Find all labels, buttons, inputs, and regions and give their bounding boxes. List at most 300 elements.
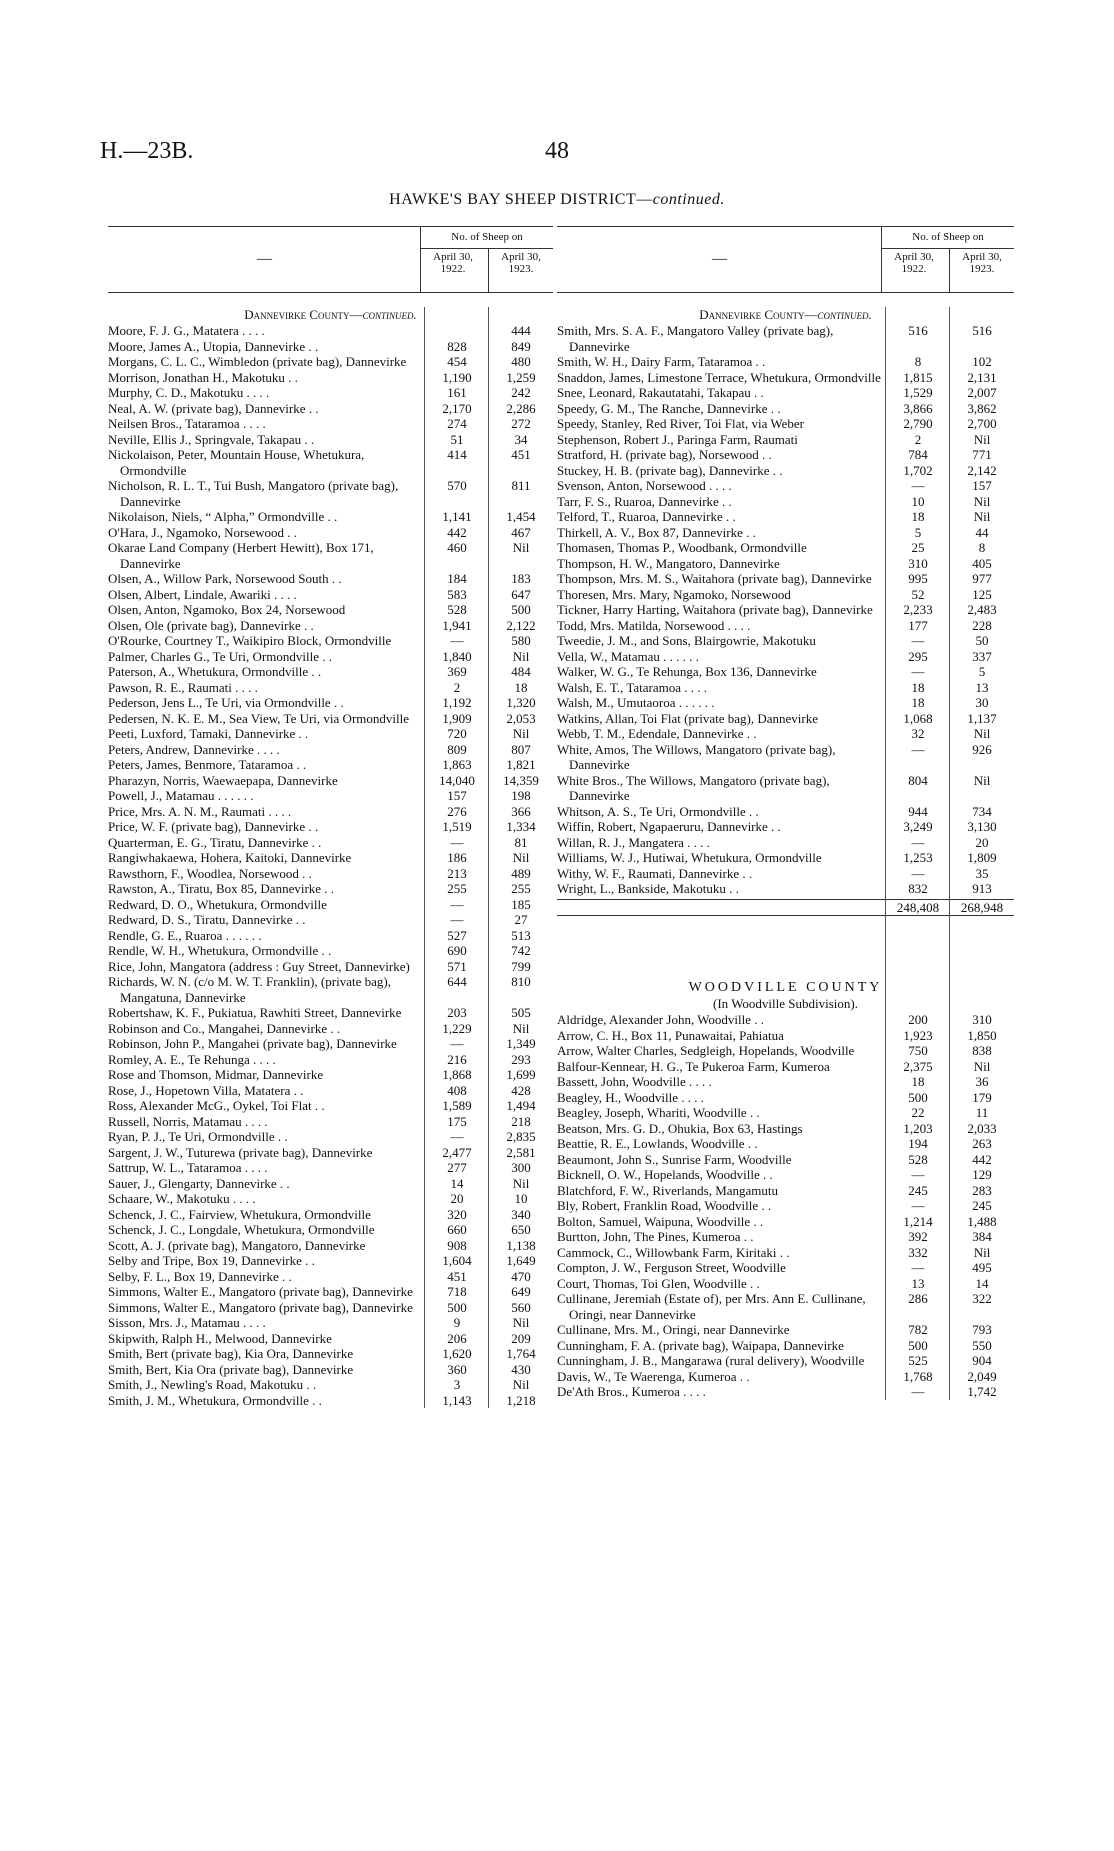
table-row: [557, 618, 1014, 634]
holder-name-address: Arrow, C. H., Box 11, Punawaitai, Pahiatua: [557, 1027, 784, 1043]
sheep-1923: 2,142: [967, 462, 997, 478]
holder-name-address: Nicholson, R. L. T., Tui Bush, Mangatoro (private bag), Dannevirke: [108, 478, 399, 509]
sheep-1923: 451: [511, 447, 531, 462]
sheep-1922: 1,229: [442, 1020, 472, 1036]
table-row: [108, 618, 553, 634]
sheep-1922: 784: [908, 447, 928, 462]
sheep-1923: 2,131: [967, 369, 997, 385]
holder-name-address: Cammock, C., Willowbank Farm, Kiritaki . .: [557, 1244, 790, 1260]
sheep-1922: 2,790: [903, 416, 933, 431]
table-row: [108, 1346, 553, 1362]
sheep-1923: 272: [511, 416, 531, 431]
holder-name-address: Webb, T. M., Edendale, Dannevirke . .: [557, 726, 757, 741]
sheep-count-header: [420, 227, 553, 292]
sheep-1923: 849: [511, 338, 531, 354]
table-row: [557, 370, 1014, 386]
table-row: [108, 1362, 553, 1378]
sheep-1923: 1,488: [967, 1213, 997, 1229]
holder-name-address: Peters, Andrew, Dannevirke . . . .: [108, 741, 280, 757]
table-row: [108, 401, 553, 417]
sheep-1923: 366: [511, 803, 531, 819]
sheep-1922: —: [911, 1167, 925, 1182]
sheep-1922: 10: [911, 493, 925, 509]
sheep-1922: 2,170: [442, 400, 472, 416]
sheep-1922: [425, 323, 489, 339]
table-row: [108, 680, 553, 696]
holder-name-address: Wright, L., Bankside, Makotuku . .: [557, 881, 739, 896]
section-continued: continued.: [817, 307, 872, 322]
left-table-body: [108, 307, 553, 1408]
sheep-1922: 1,190: [442, 369, 472, 385]
sheep-1922: 2: [453, 679, 461, 695]
holder-name-address: Schenck, J. C., Fairview, Whetukura, Ormondville: [108, 1206, 371, 1222]
sheep-1923: 2,581: [506, 1144, 536, 1160]
sheep-1923: 35: [975, 865, 989, 881]
holder-name-address: Stephenson, Robert J., Paringa Farm, Raumati: [557, 431, 798, 447]
sheep-1923: Nil: [512, 1315, 530, 1330]
table-row: [557, 1043, 1014, 1059]
sheep-1923: 1,742: [967, 1384, 997, 1399]
table-row: [557, 416, 1014, 432]
holder-name-address: Cunningham, J. B., Mangarawa (rural delivery), Woodville: [557, 1353, 865, 1368]
table-row: [557, 773, 1014, 804]
table-row: [557, 1028, 1014, 1044]
holder-name-address: Simmons, Walter E., Mangatoro (private bag), Dannevirke: [108, 1299, 413, 1315]
sheep-1922: 206: [447, 1330, 467, 1346]
sheep-1923: Nil: [512, 540, 530, 555]
holder-name-address: Sisson, Mrs. J., Matamau . . . .: [108, 1315, 266, 1330]
sheep-1922: 571: [447, 958, 467, 974]
sheep-1923: Nil: [512, 1377, 530, 1392]
table-row: [557, 1198, 1014, 1214]
total-1923: 268,948: [960, 899, 1004, 915]
table-row: [557, 1012, 1014, 1028]
sheep-1922: 525: [908, 1353, 928, 1368]
sheep-1923: 209: [511, 1330, 531, 1346]
sheep-1922: 809: [447, 741, 467, 757]
sheep-1923: 263: [972, 1136, 992, 1151]
table-row: [557, 1353, 1014, 1369]
holder-name-address: Wiffin, Robert, Ngapaeruru, Dannevirke . .: [557, 819, 781, 834]
table-row: [108, 1191, 553, 1207]
sheep-1922: 18: [911, 509, 925, 524]
table-row: [108, 974, 553, 1005]
sheep-1922: 1,702: [903, 462, 933, 478]
sheep-1923: 1,454: [506, 509, 536, 524]
sheep-1922: 516: [908, 323, 928, 338]
holder-name-address: Pedersen, N. K. E. M., Sea View, Te Uri, via Ormondville: [108, 710, 409, 726]
sheep-1923: 1,138: [506, 1237, 536, 1253]
left-rows: [108, 323, 553, 1408]
holder-name-address: Price, W. F. (private bag), Dannevirke . .: [108, 819, 319, 834]
sheep-1923: 734: [972, 803, 992, 819]
table-row: [557, 726, 1014, 742]
holder-name-address: Olsen, Anton, Ngamoko, Box 24, Norsewood: [108, 602, 346, 617]
sheep-1923: 11: [975, 1105, 989, 1120]
table-row: [108, 339, 553, 355]
sheep-1922: 500: [447, 1299, 467, 1315]
woodville-rows: [557, 1012, 1014, 1400]
sheep-1922: 1,840: [442, 648, 472, 664]
holder-name-address: Compton, J. W., Ferguson Street, Woodville: [557, 1260, 786, 1275]
table-row: [108, 323, 553, 339]
holder-name-address: Walsh, M., Umutaoroa . . . . . .: [557, 695, 715, 710]
table-row: [557, 804, 1014, 820]
table-row: [108, 416, 553, 432]
holder-name-address: Smith, J. M., Whetukura, Ormondville . .: [108, 1392, 322, 1408]
sheep-1922: 20: [450, 1191, 464, 1206]
sheep-1922: 51: [450, 431, 464, 447]
holder-name-address: Bicknell, O. W., Hopelands, Woodville . .: [557, 1167, 773, 1182]
holder-name-address: Selby and Tripe, Box 19, Dannevirke . .: [108, 1253, 315, 1268]
sheep-1922: 828: [447, 338, 467, 354]
table-row: [557, 649, 1014, 665]
holder-name-address: Svenson, Anton, Norsewood . . . .: [557, 478, 732, 493]
holder-name-address: Paterson, A., Whetukura, Ormondville . .: [108, 664, 322, 679]
table-row: [108, 711, 553, 727]
sheep-1923: Nil: [512, 850, 530, 865]
sheep-1923: Nil: [973, 431, 991, 447]
sheep-1922: 644: [447, 974, 467, 989]
table-row: [108, 354, 553, 370]
sheep-1923: 580: [511, 633, 531, 648]
sheep-1922: 360: [447, 1361, 467, 1377]
holder-name-address: Arrow, Walter Charles, Sedgleigh, Hopelands, Woodville: [557, 1043, 855, 1058]
holder-name-address: Neilsen Bros., Tataramoa . . . .: [108, 416, 266, 431]
table-row: [108, 1331, 553, 1347]
county-total-row: [557, 899, 1014, 917]
right-rows: [557, 323, 1014, 897]
sheep-1923: 1,494: [506, 1098, 536, 1113]
holder-name-address: Rose and Thomson, Midmar, Dannevirke: [108, 1067, 324, 1082]
holder-name-address: De'Ath Bros., Kumeroa . . . .: [557, 1384, 706, 1399]
holder-name-address: Murphy, C. D., Makotuku . . . .: [108, 385, 270, 400]
table-row: [108, 1253, 553, 1269]
sheep-1923: 1,821: [506, 757, 536, 772]
table-row: [557, 1090, 1014, 1106]
sheep-1923: Nil: [973, 1244, 991, 1260]
holder-name-address: Robertshaw, K. F., Pukiatua, Rawhiti Street, Dannevirke: [108, 1005, 402, 1020]
sheep-1923: 340: [511, 1206, 531, 1222]
sheep-1922: 720: [447, 726, 467, 741]
table-row: [108, 1284, 553, 1300]
sheep-1923: 811: [511, 478, 531, 493]
table-row: [108, 1300, 553, 1316]
title-main: HAWKE'S BAY SHEEP DISTRICT—: [389, 191, 653, 208]
holder-name-address: Walker, W. G., Te Rehunga, Box 136, Dannevirke: [557, 664, 817, 679]
holder-name-address: Sauer, J., Glengarty, Dannevirke . .: [108, 1175, 290, 1191]
holder-name-address: Speedy, Stanley, Red River, Toi Flat, via Weber: [557, 416, 805, 431]
sheep-1922: 255: [447, 881, 467, 896]
holder-name-address: Price, Mrs. A. N. M., Raumati . . . .: [108, 803, 292, 819]
table-row: [557, 1369, 1014, 1385]
sheep-1922: 161: [447, 385, 467, 400]
holder-name-address: Beattie, R. E., Lowlands, Woodville . .: [557, 1136, 758, 1151]
table-row: [557, 1152, 1014, 1168]
sheep-1923: 3,130: [967, 819, 997, 834]
sheep-1922: 32: [911, 726, 925, 741]
sheep-1923: 771: [972, 447, 992, 462]
sheep-1923: 647: [511, 586, 531, 602]
holder-name-address: Robinson and Co., Mangahei, Dannevirke . .: [108, 1020, 341, 1036]
sheep-1923: 242: [511, 385, 531, 400]
holder-name-address: Robinson, John P., Mangahei (private bag), Dannevirke: [108, 1036, 397, 1051]
holder-name-address: Aldridge, Alexander John, Woodville . .: [557, 1012, 765, 1027]
holder-name-address: Rawsthorn, F., Woodlea, Norsewood . .: [108, 865, 312, 881]
sheep-1922: —: [450, 1129, 464, 1144]
holder-name-address: Watkins, Allan, Toi Flat (private bag), Dannevirke: [557, 710, 818, 726]
sheep-1922: 995: [908, 571, 928, 586]
sheep-1922: 1,214: [903, 1213, 933, 1229]
holder-name-address: Morgans, C. L. C., Wimbledon (private bag), Dannevirke: [108, 354, 407, 369]
sheep-1923: Nil: [973, 1058, 991, 1074]
holder-name-address: Walsh, E. T., Tataramoa . . . .: [557, 679, 708, 695]
sheep-1923: 742: [511, 943, 531, 958]
table-row: [108, 649, 553, 665]
holder-name-address: Thompson, H. W., Mangatoro, Dannevirke: [557, 555, 780, 571]
table-row: [557, 494, 1014, 510]
sheep-1922: —: [911, 664, 925, 679]
holder-name-address: Peters, James, Benmore, Tataramoa . .: [108, 757, 307, 772]
table-row: [557, 1384, 1014, 1400]
table-row: [108, 1036, 553, 1052]
sheep-1922: 2: [914, 431, 922, 447]
table-row: [557, 711, 1014, 727]
table-row: [557, 1136, 1014, 1152]
sheep-1923: Nil: [512, 726, 530, 741]
sheep-1922: 22: [911, 1105, 925, 1120]
sheep-1923: 2,286: [506, 400, 536, 416]
sheep-1922: 1,868: [442, 1067, 472, 1082]
sheep-1923: 5: [978, 664, 986, 679]
sheep-1923: 10: [514, 1191, 528, 1206]
sheep-1923: 179: [972, 1089, 992, 1105]
sheep-1922: 1,604: [442, 1253, 472, 1268]
sheep-1922: 1,768: [903, 1368, 933, 1384]
sheep-1923: 1,334: [506, 819, 536, 834]
table-row: [108, 478, 553, 509]
sheep-1923: 1,699: [506, 1067, 536, 1082]
table-row: [557, 323, 1014, 354]
left-table-header: [108, 226, 553, 293]
table-row: [557, 819, 1014, 835]
sheep-1922: 177: [908, 617, 928, 633]
col-1923-header: April 30, 1923.: [488, 249, 553, 292]
sheep-1923: Nil: [512, 1175, 530, 1191]
sheep-1922: —: [911, 865, 925, 881]
table-row: [108, 742, 553, 758]
table-row: [108, 959, 553, 975]
holder-name-address: Scott, A. J. (private bag), Mangatoro, Dannevirke: [108, 1237, 366, 1253]
sheep-1922: 14,040: [439, 772, 475, 788]
table-row: [557, 1214, 1014, 1230]
table-row: [108, 1222, 553, 1238]
holder-name-address: Pederson, Jens L., Te Uri, via Ormondville . .: [108, 695, 344, 710]
sheep-1922: 157: [447, 788, 467, 803]
table-row: [108, 726, 553, 742]
holder-name-address: Rangiwhakaewa, Hohera, Kaitoki, Dannevirke: [108, 850, 352, 865]
holder-name-address: Nickolaison, Peter, Mountain House, Whetukura, Ormondville: [108, 447, 365, 478]
holder-name-address: Ryan, P. J., Te Uri, Ormondville . .: [108, 1129, 288, 1144]
section-continued: continued.: [362, 307, 417, 322]
sheep-1922: 1,141: [442, 509, 472, 524]
sheep-1922: 8: [914, 354, 922, 369]
table-row: [557, 742, 1014, 773]
table-row: [108, 866, 553, 882]
sheep-1923: 102: [972, 354, 992, 369]
section-heading: [108, 307, 553, 323]
sheep-1923: 283: [972, 1182, 992, 1198]
holder-name-address: Rawston, A., Tiratu, Box 85, Dannevirke . .: [108, 881, 335, 896]
table-row: [557, 385, 1014, 401]
sheep-1923: 1,764: [506, 1346, 536, 1361]
holder-name-address: Neville, Ellis J., Springvale, Takapau . .: [108, 431, 315, 447]
sheep-1922: 1,620: [442, 1346, 472, 1361]
col-1922-header: April 30, 1922.: [894, 251, 934, 275]
sheep-1923: 467: [511, 524, 531, 540]
sheep-1922: 3,866: [903, 400, 933, 416]
table-row: [108, 773, 553, 789]
holder-name-address: Beagley, Joseph, Whariti, Woodville . .: [557, 1105, 760, 1120]
sheep-1923: 2,007: [967, 385, 997, 400]
table-row: [108, 602, 553, 618]
holder-name-address: Simmons, Walter E., Mangatoro (private bag), Dannevirke: [108, 1284, 413, 1299]
sheep-count-group-title: No. of Sheep on: [882, 227, 1014, 249]
holder-name-address: Okarae Land Company (Herbert Hewitt), Box 171, Dannevirke: [108, 540, 374, 571]
sheep-1923: 8: [978, 540, 986, 555]
sheep-1922: 528: [447, 602, 467, 617]
table-row: [108, 447, 553, 478]
total-label: [557, 900, 886, 916]
table-row: [108, 850, 553, 866]
section-heading-woodville: WOODVILLE COUNTY: [688, 980, 883, 995]
sheep-1922: 9: [453, 1315, 461, 1330]
sheep-1923: 30: [975, 695, 989, 710]
sheep-1923: 20: [975, 834, 989, 850]
holder-name-address: White, Amos, The Willows, Mangatoro (private bag), Dannevirke: [557, 741, 836, 772]
table-row: [108, 1114, 553, 1130]
sheep-1923: 255: [511, 881, 531, 896]
holder-name-address: Redward, D. O., Whetukura, Ormondville: [108, 896, 327, 912]
holder-name-address: Skipwith, Ralph H., Melwood, Dannevirke: [108, 1330, 332, 1346]
sheep-1922: 408: [447, 1082, 467, 1098]
sheep-1922: 1,589: [442, 1098, 472, 1113]
sheep-1923: 480: [511, 354, 531, 369]
holder-name-address: Peeti, Luxford, Tamaki, Dannevirke . .: [108, 726, 309, 741]
table-row: [108, 1052, 553, 1068]
table-row: [557, 1260, 1014, 1276]
table-row: [108, 664, 553, 680]
holder-name-address: Thoresen, Mrs. Mary, Ngamoko, Norsewood: [557, 586, 791, 602]
holder-name-address: Schenck, J. C., Longdale, Whetukura, Ormondville: [108, 1222, 375, 1237]
table-row: [557, 664, 1014, 680]
sheep-1923: 157: [972, 478, 992, 493]
table-row: [108, 1207, 553, 1223]
holder-name-address: Olsen, Ole (private bag), Dannevirke . .: [108, 617, 314, 633]
table-row: [108, 912, 553, 928]
sheep-1922: 660: [447, 1222, 467, 1237]
sheep-1923: 2,033: [967, 1120, 997, 1136]
sheep-1922: 583: [447, 586, 467, 602]
sheep-1922: 332: [908, 1244, 928, 1260]
sheep-1922: 5: [914, 524, 922, 540]
sheep-1923: 384: [972, 1229, 992, 1244]
table-row: [557, 1322, 1014, 1338]
sheep-count-group-title: No. of Sheep on: [421, 227, 553, 249]
table-row: [557, 1183, 1014, 1199]
table-row: [557, 463, 1014, 479]
sheep-1923: 444: [511, 323, 531, 338]
table-row: [108, 804, 553, 820]
sheep-1922: —: [911, 741, 925, 757]
sheep-1922: 184: [447, 571, 467, 586]
sheep-1922: 500: [908, 1337, 928, 1353]
sheep-1922: 286: [908, 1291, 928, 1306]
sheep-1923: 926: [972, 741, 992, 757]
holder-name-address: Vella, W., Matamau . . . . . .: [557, 648, 699, 664]
table-row: [108, 1269, 553, 1285]
table-row: [108, 757, 553, 773]
sheep-1922: 442: [447, 524, 467, 540]
table-row: [108, 1098, 553, 1114]
sheep-1923: 495: [972, 1260, 992, 1275]
holder-name-address: Court, Thomas, Toi Glen, Woodville . .: [557, 1275, 760, 1291]
holder-name-address: O'Rourke, Courtney T., Waikipiro Block, Ormondville: [108, 633, 392, 648]
table-row: [108, 1129, 553, 1145]
sheep-1922: 13: [911, 1275, 925, 1291]
name-column-header: —: [257, 251, 272, 267]
holder-name-address: Bly, Robert, Franklin Road, Woodville . .: [557, 1198, 772, 1213]
table-row: [557, 602, 1014, 618]
sheep-1922: 1,203: [903, 1120, 933, 1136]
table-row: [108, 928, 553, 944]
sheep-1923: 44: [975, 524, 989, 540]
table-row: [108, 1315, 553, 1331]
holder-name-address: Neal, A. W. (private bag), Dannevirke . .: [108, 400, 319, 416]
table-row: [557, 835, 1014, 851]
holder-name-address: Cunningham, F. A. (private bag), Waipapa, Dannevirke: [557, 1337, 844, 1353]
sheep-1923: 2,483: [967, 602, 997, 617]
sheep-1922: 1,519: [442, 819, 472, 834]
sheep-1923: 1,259: [506, 369, 536, 385]
holder-name-address: Quarterman, E. G., Tiratu, Dannevirke . .: [108, 834, 322, 850]
sheep-1923: 904: [972, 1353, 992, 1368]
table-row: [108, 1393, 553, 1409]
sheep-1923: 129: [972, 1167, 992, 1182]
sheep-1922: 1,529: [903, 385, 933, 400]
sheep-1923: 81: [514, 834, 528, 850]
holder-name-address: Williams, W. J., Hutiwai, Whetukura, Ormondville: [557, 850, 822, 865]
sheep-1923: Nil: [512, 1020, 530, 1036]
sheep-1923: 14: [975, 1275, 989, 1291]
sheep-1923: 550: [972, 1337, 992, 1353]
sheep-1923: 500: [511, 602, 531, 617]
table-row: [108, 1238, 553, 1254]
sheep-1923: Nil: [512, 648, 530, 664]
holder-name-address: Smith, Mrs. S. A. F., Mangatoro Valley (private bag), Dannevirke: [557, 323, 834, 354]
sheep-1922: —: [450, 633, 464, 648]
table-row: [557, 633, 1014, 649]
sheep-1923: 13: [975, 679, 989, 695]
sheep-1923: 430: [511, 1361, 531, 1377]
table-row: [108, 1160, 553, 1176]
table-row: [557, 1291, 1014, 1322]
holder-name-address: Whitson, A. S., Te Uri, Ormondville . .: [557, 803, 759, 819]
table-row: [108, 370, 553, 386]
table-row: [108, 897, 553, 913]
holder-name-address: Olsen, Albert, Lindale, Awariki . . . .: [108, 586, 297, 602]
column-rule: [949, 307, 950, 1400]
